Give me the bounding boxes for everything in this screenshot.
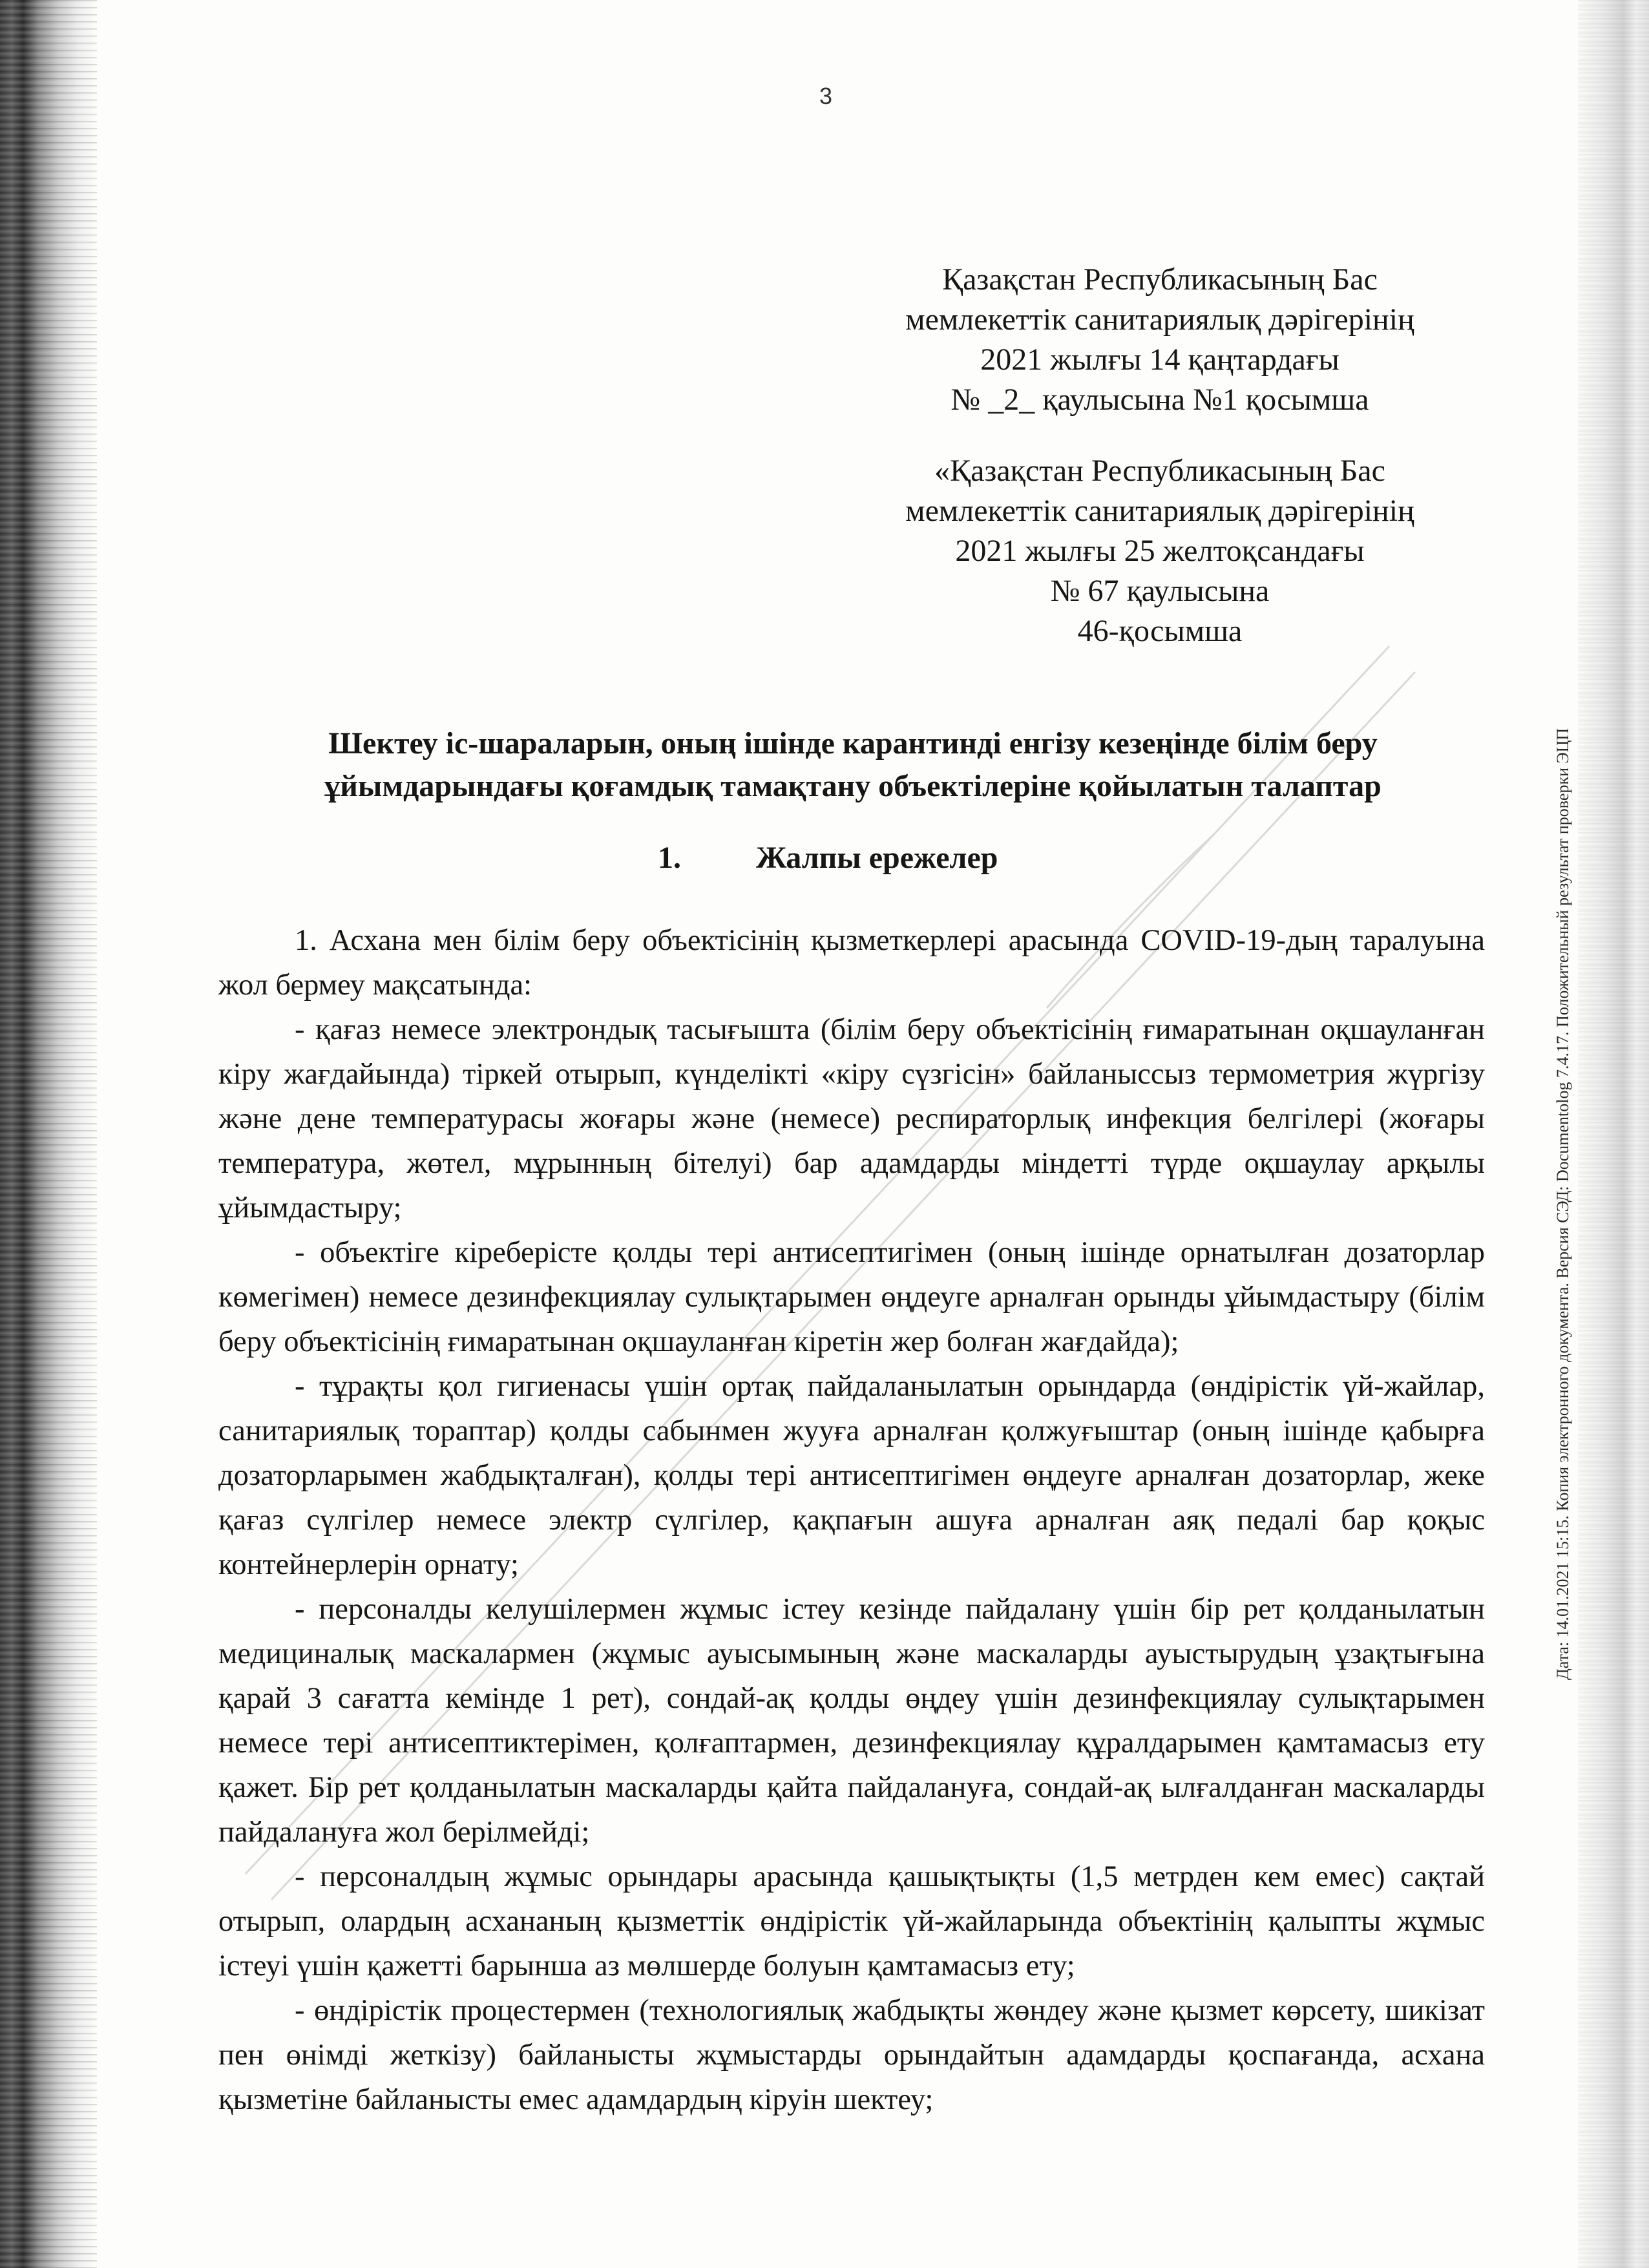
- appendix-line: мемлекеттік санитариялық дәрігерінің: [905, 302, 1414, 337]
- appendix-line: Қазақстан Республикасының Бас: [942, 262, 1378, 297]
- document-body: [218, 918, 1485, 2122]
- paragraph: - объектіге кіреберісте қолды тері антисептигімен (оның ішінде орнатылған дозаторлар көмегімен) немесе дезинфекциялау сулықтарымен өңдеуге арналған орынды ұйымдастыру (білім беру объектісінің ғимаратынан оқшауланған кіретін жер болған жағдайда);: [218, 1236, 1485, 1358]
- paragraph: - персоналды келушілермен жұмыс істеу кезінде пайдалану үшін бір рет қолданылатын медициналық маскалармен (жұмыс ауысымының және маскаларды ауыстырудың ұзақтығына қарай 3 сағатта кемінде 1 рет), сондай-ақ қолды өңдеу үшін дезинфекциялау сулықтарымен немесе тері антисептиктерімен, қолғаптармен, дезинфекциялау құралдарымен қамтамасыз ету қажет. Бір рет қолданылатын маскаларды қайта пайдалануға, сондай-ақ ылғалданған маскаларды пайдалануға жол берілмейді;: [218, 1593, 1485, 1849]
- scan-left-edge: [0, 0, 97, 2268]
- paragraph: - қағаз немесе электрондық тасығышта (білім беру объектісінің ғимаратынан оқшауланған кіру жағдайында) тіркей отырып, күнделікті «кіру сүзгісін» байланыссыз термометрия жүргізу және дене температурасы жоғары және (немесе) респираторлық инфекция белгілері (жоғары температура, жөтел, мұрынның бітелуі) бар адамдарды міндетті түрде оқшаулау арқылы ұйымдастыру;: [218, 1013, 1485, 1224]
- appendix-line: мемлекеттік санитариялық дәрігерінің: [905, 494, 1414, 528]
- appendix-line: 2021 жылғы 14 қаңтардағы: [980, 342, 1339, 377]
- paragraph: - тұрақты қол гигиенасы үшін ортақ пайдаланылатын орындарда (өндірістік үй-жайлар, санитариялық тораптар) қолды сабынмен жууға арналған қолжуғыштар (оның ішінде қабырға дозаторларымен жабдықталған), қолды тері антисептигімен өңдеуге арналған дозаторлар, жеке қағаз сүлгілер немесе электр сүлгілер, қақпағын ашуға арналған аяқ педалі бар қоқыс контейнерлерін орнату;: [218, 1370, 1485, 1581]
- section-number: 1.: [658, 841, 681, 875]
- paragraph: - өндірістік процестермен (технологиялық жабдықты жөндеу және қызмет көрсету, шикізат пен өнімді жеткізу) байланысты жұмыстарды орындайтын адамдарды қоспағанда, асхана қызметіне байланысты емес адамдардың кіруін шектеу;: [218, 1994, 1485, 2116]
- appendix-line: 2021 жылғы 25 желтоқсандағы: [955, 534, 1365, 568]
- section-title: Жалпы ережелер: [756, 841, 998, 875]
- appendix-line: № _2_ қаулысына №1 қосымша: [951, 383, 1369, 417]
- paragraph: - персоналдың жұмыс орындары арасында қашықтықты (1,5 метрден кем емес) сақтай отырып, олардың асхананың қызметтік өндірістік үй-жайларында объектінің қалыпты жұмыс істеуі үшін қажетті барынша аз мөлшерде болуын қамтамасыз ету;: [218, 1860, 1485, 1982]
- appendix-line: 46-қосымша: [1077, 614, 1243, 648]
- paragraph: 1. Асхана мен білім беру объектісінің қызметкерлері арасында COVID-19-дың таралуына жол бермеу мақсатында:: [218, 924, 1485, 1002]
- appendix-reference-2: [795, 451, 1525, 651]
- appendix-reference-1: [795, 260, 1525, 420]
- scan-right-edge: [1578, 0, 1649, 2268]
- appendix-line: «Қазақстан Республикасының Бас: [934, 454, 1385, 488]
- page-number: 3: [819, 83, 833, 109]
- appendix-line: № 67 қаулысына: [1050, 574, 1270, 608]
- document-title: [220, 722, 1486, 808]
- electronic-signature-note: Дата: 14.01.2021 15:15. Копия электронного документа. Версия СЭД: Documentolog 7.4.17. Положительный результат проверки ЭЦП: [1553, 728, 1572, 1680]
- title-line: ұйымдарындағы қоғамдық тамақтану объектілеріне қойылатын талаптар: [324, 769, 1381, 803]
- title-line: Шектеу іс-шараларын, оның ішінде карантинді енгізу кезеңінде білім беру: [328, 726, 1378, 761]
